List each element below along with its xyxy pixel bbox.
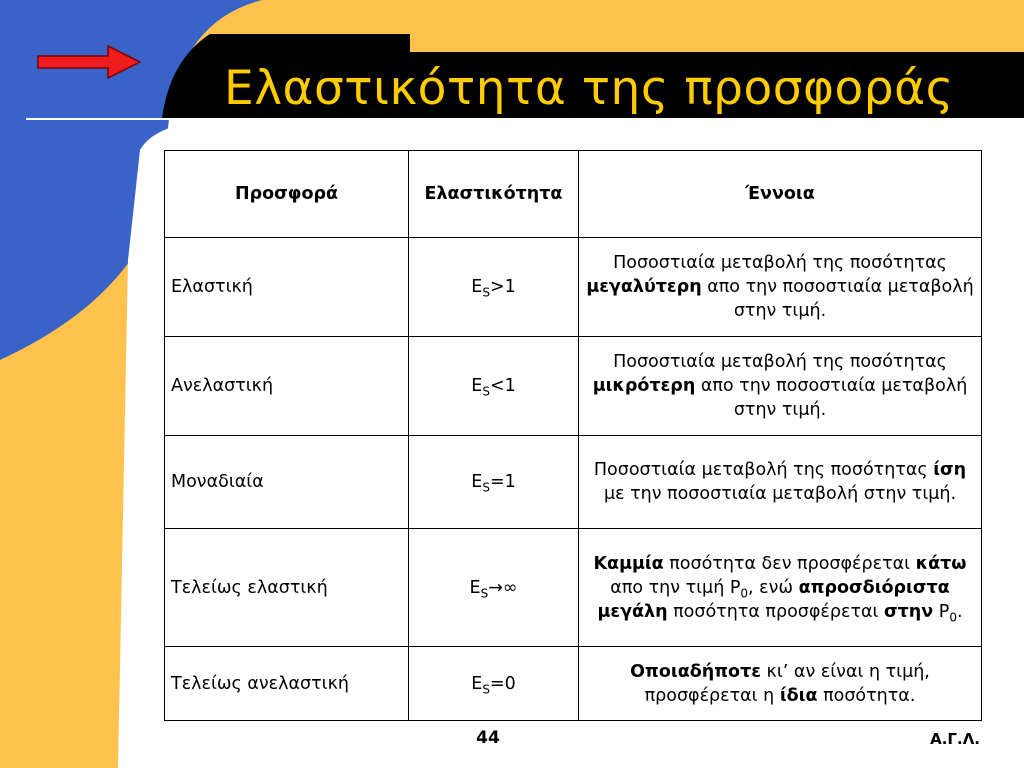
cell-meaning: Ποσοστιαία μεταβολή της ποσότητας ίση με την ποσοστιαία μεταβολή στην τιμή. (579, 436, 982, 529)
slide-title: Ελαστικότητα της προσφοράς (224, 61, 954, 116)
author-initials: Α.Γ.Λ. (930, 730, 980, 748)
cell-meaning: Οποιαδήποτε κι’ αν είναι η τιμή, προσφέρεται η ίδια ποσότητα. (579, 647, 982, 721)
cell-supply: Ελαστική (165, 238, 409, 337)
table-row (165, 436, 982, 529)
table-row (165, 337, 982, 436)
table-row (165, 529, 982, 647)
table-row (165, 238, 982, 337)
elasticity-table (164, 150, 982, 721)
table-header-row (165, 151, 982, 238)
cell-elasticity: $E_S<1$ (409, 337, 579, 436)
cell-supply: Τελείως ελαστική (165, 529, 409, 647)
page-number: 44 (476, 728, 500, 748)
cell-elasticity: $E_S\to\infty$ (409, 529, 579, 647)
cell-supply: Ανελαστική (165, 337, 409, 436)
cell-elasticity: $E_S>1$ (409, 238, 579, 337)
cell-meaning: Ποσοστιαία μεταβολή της ποσότητας μεγαλύτερη απο την ποσοστιαία μεταβολή στην τιμή. (579, 238, 982, 337)
red-arrow-icon (36, 44, 144, 80)
cell-supply: Τελείως ανελαστική (165, 647, 409, 721)
header-meaning: Έννοια (579, 151, 982, 238)
cell-meaning: Ποσοστιαία μεταβολή της ποσότητας μικρότερη απο την ποσοστιαία μεταβολή στην τιμή. (579, 337, 982, 436)
header-supply: Προσφορά (165, 151, 409, 238)
table-row (165, 647, 982, 721)
cell-elasticity: $E_S=0$ (409, 647, 579, 721)
cell-supply: Μοναδιαία (165, 436, 409, 529)
cell-meaning: Καμμία ποσότητα δεν προσφέρεται κάτω απο την τιμή $P_0$, ενώ απροσδιόριστα μεγάλη ποσότητα προσφέρεται στην $P_0$. (579, 529, 982, 647)
cell-elasticity: $E_S=1$ (409, 436, 579, 529)
header-elasticity: Ελαστικότητα (409, 151, 579, 238)
